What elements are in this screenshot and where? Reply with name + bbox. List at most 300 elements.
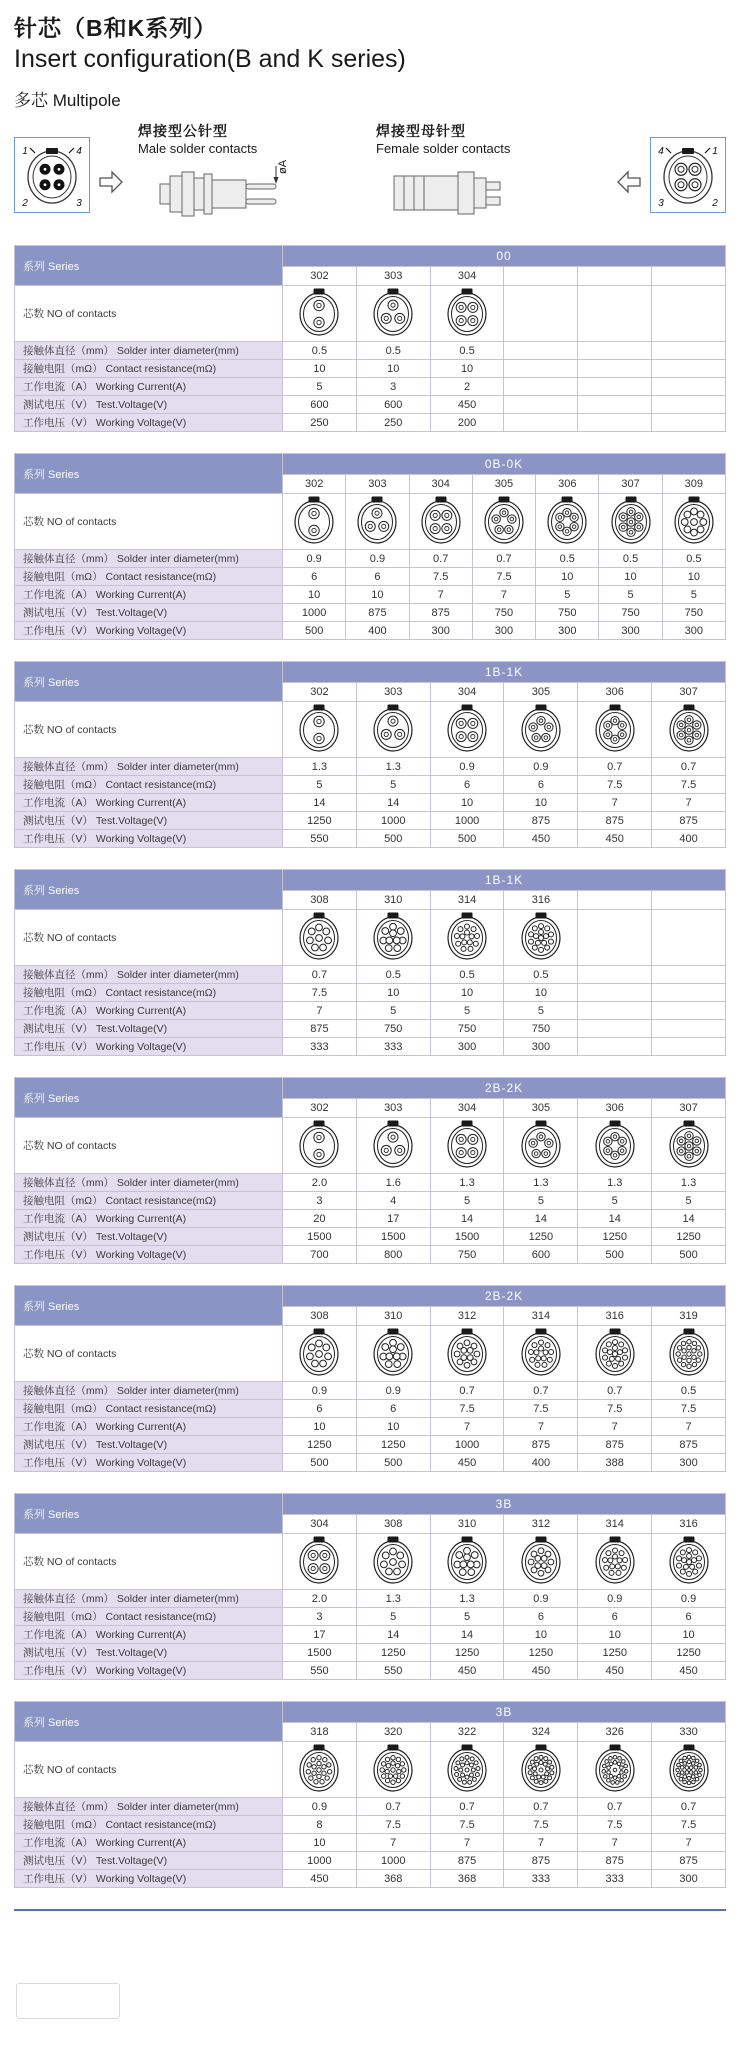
contact-face-cell: [356, 1326, 430, 1382]
diameter-value: 1.3: [578, 1174, 652, 1192]
contact-face-2-pin: [292, 495, 336, 545]
working-current-value: 10: [346, 586, 409, 604]
model-number: 314: [430, 891, 504, 910]
working-current-value: 14: [504, 1210, 578, 1228]
spec-table-2b-2k-5: [14, 1077, 726, 1264]
model-number: 326: [578, 1723, 652, 1742]
test-voltage-value: 750: [356, 1020, 430, 1038]
test-voltage-value: 1250: [504, 1644, 578, 1662]
contact-face-cell: [578, 1534, 652, 1590]
model-number: 304: [409, 475, 472, 494]
working-voltage-value: 300: [472, 622, 535, 640]
contact-face-cell: [430, 1534, 504, 1590]
resistance-value: 10: [599, 568, 662, 586]
contact-face-4-pin: [445, 703, 489, 753]
test-voltage-value: 1500: [356, 1228, 430, 1246]
series-row-label: 系列 Series: [15, 662, 283, 702]
contact-face-cell: [430, 1118, 504, 1174]
contact-face-10-pin: [371, 1327, 415, 1377]
working-current-value: 7: [504, 1834, 578, 1852]
series-name: 2B-2K: [283, 1286, 726, 1307]
resistance-row-label: 接触电阻（mΩ） Contact resistance(mΩ): [15, 776, 283, 794]
contact-face-3-pin: [371, 1119, 415, 1169]
model-number: 304: [430, 1099, 504, 1118]
contact-face-cell: [536, 494, 599, 550]
working-voltage-value: 250: [283, 414, 357, 432]
model-number: 309: [662, 475, 725, 494]
diameter-value: 0.5: [599, 550, 662, 568]
working-current-value: 14: [283, 794, 357, 812]
dim-label-oa: øA: [277, 159, 289, 174]
model-number: 302: [283, 1099, 357, 1118]
contacts-row-label: 芯数 NO of contacts: [15, 286, 283, 342]
empty-cell: [652, 1002, 726, 1020]
diameter-value: 0.5: [504, 966, 578, 984]
model-number: 310: [430, 1515, 504, 1534]
working-voltage-value: 500: [283, 622, 346, 640]
diameter-value: 0.7: [652, 1798, 726, 1816]
working-current-value: 7: [652, 1834, 726, 1852]
contact-face-9-pin: [672, 495, 716, 545]
svg-text:4: 4: [76, 146, 82, 157]
contact-face-2-pin: [297, 1119, 341, 1169]
diameter-row-label: 接触体直径（mm） Solder inter diameter(mm): [15, 342, 283, 360]
working-voltage-value: 750: [430, 1246, 504, 1264]
empty-cell: [504, 414, 578, 432]
contact-face-cell: [472, 494, 535, 550]
test-voltage-value: 875: [346, 604, 409, 622]
working-current-value: 2: [430, 378, 504, 396]
contact-face-cell: [356, 1534, 430, 1590]
working-voltage-value: 550: [356, 1662, 430, 1680]
empty-cell: [652, 396, 726, 414]
working-voltage-value: 368: [430, 1870, 504, 1888]
working-current-value: 5: [430, 1002, 504, 1020]
working-voltage-value: 450: [430, 1454, 504, 1472]
contact-face-cell: [430, 1326, 504, 1382]
resistance-value: 6: [283, 568, 346, 586]
female-connector-drawing: [376, 158, 602, 229]
contact-face-cell: [283, 286, 357, 342]
test-voltage-row-label: 测试电压（V） Test.Voltage(V): [15, 1644, 283, 1662]
test-voltage-value: 875: [504, 1436, 578, 1454]
contact-face-cell: [356, 1118, 430, 1174]
model-number: 324: [504, 1723, 578, 1742]
test-voltage-value: 1000: [430, 812, 504, 830]
resistance-value: 7.5: [652, 1816, 726, 1834]
resistance-value: 10: [283, 360, 357, 378]
contact-face-cell: [283, 1118, 357, 1174]
diameter-value: 0.9: [346, 550, 409, 568]
empty-cell: [504, 396, 578, 414]
resistance-value: 10: [356, 360, 430, 378]
empty-cell: [652, 966, 726, 984]
working-voltage-value: 200: [430, 414, 504, 432]
test-voltage-value: 1250: [652, 1228, 726, 1246]
series-name: 1B-1K: [283, 662, 726, 683]
diameter-value: 1.3: [356, 758, 430, 776]
working-current-value: 10: [504, 794, 578, 812]
model-number: 303: [346, 475, 409, 494]
diameter-value: 0.9: [504, 758, 578, 776]
contact-face-6-pin: [545, 495, 589, 545]
contact-face-cell: [283, 1742, 357, 1798]
resistance-value: 4: [356, 1192, 430, 1210]
contact-face-cell: [652, 1534, 726, 1590]
working-current-value: 14: [578, 1210, 652, 1228]
resistance-value: 8: [283, 1816, 357, 1834]
working-current-value: 7: [409, 586, 472, 604]
male-face-icon: [18, 140, 86, 210]
contact-face-16-pin: [667, 1535, 711, 1585]
diameter-value: 1.3: [356, 1590, 430, 1608]
diameter-row-label: 接触体直径（mm） Solder inter diameter(mm): [15, 1174, 283, 1192]
resistance-value: 6: [346, 568, 409, 586]
empty-cell: [578, 286, 652, 342]
test-voltage-value: 875: [652, 812, 726, 830]
series-name: 0B-0K: [283, 454, 726, 475]
test-voltage-value: 875: [283, 1020, 357, 1038]
resistance-value: 7.5: [652, 1400, 726, 1418]
resistance-value: 7.5: [409, 568, 472, 586]
model-number: 304: [430, 683, 504, 702]
spec-table-3b-7: [14, 1493, 726, 1680]
resistance-value: 5: [430, 1192, 504, 1210]
test-voltage-value: 750: [599, 604, 662, 622]
test-voltage-value: 600: [283, 396, 357, 414]
model-number: 303: [356, 1099, 430, 1118]
contact-face-7-pin: [609, 495, 653, 545]
model-number: 302: [283, 683, 357, 702]
series-name: 3B: [283, 1494, 726, 1515]
diameter-value: 0.5: [662, 550, 725, 568]
working-current-value: 10: [356, 1418, 430, 1436]
working-voltage-value: 450: [652, 1662, 726, 1680]
contact-face-5-pin: [519, 703, 563, 753]
working-voltage-value: 368: [356, 1870, 430, 1888]
working-current-value: 10: [430, 794, 504, 812]
working-voltage-row-label: 工作电压（V） Working Voltage(V): [15, 1662, 283, 1680]
empty-cell: [578, 378, 652, 396]
diameter-value: 0.7: [430, 1382, 504, 1400]
working-current-row-label: 工作电流（A） Working Current(A): [15, 378, 283, 396]
working-current-value: 14: [430, 1210, 504, 1228]
series-name: 2B-2K: [283, 1078, 726, 1099]
test-voltage-value: 1500: [283, 1644, 357, 1662]
resistance-value: 7.5: [430, 1816, 504, 1834]
model-number: 312: [430, 1307, 504, 1326]
test-voltage-value: 1250: [504, 1228, 578, 1246]
model-number: 308: [283, 891, 357, 910]
contact-face-16-pin: [593, 1327, 637, 1377]
diameter-row-label: 接触体直径（mm） Solder inter diameter(mm): [15, 1798, 283, 1816]
spec-table-1b-1k-3: [14, 661, 726, 848]
empty-cell: [652, 891, 726, 910]
working-voltage-value: 500: [430, 830, 504, 848]
test-voltage-value: 750: [504, 1020, 578, 1038]
working-voltage-value: 333: [578, 1870, 652, 1888]
series-row-label: 系列 Series: [15, 454, 283, 494]
male-insert-face-diagram: [14, 137, 90, 213]
working-current-value: 5: [504, 1002, 578, 1020]
diameter-value: 0.5: [283, 342, 357, 360]
contacts-row-label: 芯数 NO of contacts: [15, 1326, 283, 1382]
working-current-value: 5: [599, 586, 662, 604]
contact-face-cell: [504, 1326, 578, 1382]
diameter-value: 0.9: [283, 1798, 357, 1816]
series-row-label: 系列 Series: [15, 870, 283, 910]
test-voltage-value: 1250: [578, 1228, 652, 1246]
working-current-value: 7: [430, 1418, 504, 1436]
test-voltage-row-label: 测试电压（V） Test.Voltage(V): [15, 1852, 283, 1870]
resistance-value: 10: [662, 568, 725, 586]
test-voltage-value: 1500: [283, 1228, 357, 1246]
test-voltage-value: 1000: [356, 1852, 430, 1870]
contact-face-2-pin: [297, 703, 341, 753]
working-voltage-row-label: 工作电压（V） Working Voltage(V): [15, 414, 283, 432]
series-name: 3B: [283, 1702, 726, 1723]
contacts-row-label: 芯数 NO of contacts: [15, 910, 283, 966]
contacts-row-label: 芯数 NO of contacts: [15, 1742, 283, 1798]
working-current-row-label: 工作电流（A） Working Current(A): [15, 794, 283, 812]
contact-face-8-pin: [297, 911, 341, 961]
resistance-value: 7.5: [356, 1816, 430, 1834]
male-connector-drawing: [138, 158, 364, 229]
diameter-value: 0.7: [430, 1798, 504, 1816]
svg-text:1: 1: [712, 146, 718, 157]
diameter-value: 0.7: [578, 758, 652, 776]
resistance-value: 5: [504, 1192, 578, 1210]
diameter-value: 0.5: [536, 550, 599, 568]
working-voltage-value: 500: [356, 830, 430, 848]
contact-face-10-pin: [445, 1535, 489, 1585]
contacts-row-label: 芯数 NO of contacts: [15, 1534, 283, 1590]
test-voltage-value: 1250: [356, 1644, 430, 1662]
resistance-value: 10: [356, 984, 430, 1002]
contact-face-cell: [578, 702, 652, 758]
working-current-value: 10: [283, 1834, 357, 1852]
working-current-value: 14: [652, 1210, 726, 1228]
contact-face-cell: [662, 494, 725, 550]
working-current-row-label: 工作电流（A） Working Current(A): [15, 1834, 283, 1852]
empty-cell: [652, 1020, 726, 1038]
contact-face-cell: [578, 1118, 652, 1174]
footer-stamp-box: [16, 1983, 120, 2019]
working-current-value: 7: [504, 1418, 578, 1436]
empty-cell: [504, 360, 578, 378]
test-voltage-value: 750: [472, 604, 535, 622]
working-current-value: 20: [283, 1210, 357, 1228]
test-voltage-row-label: 测试电压（V） Test.Voltage(V): [15, 812, 283, 830]
contact-face-cell: [409, 494, 472, 550]
contact-face-cell: [283, 910, 357, 966]
model-number: 320: [356, 1723, 430, 1742]
series-row-label: 系列 Series: [15, 1494, 283, 1534]
model-number: 305: [504, 683, 578, 702]
series-row-label: 系列 Series: [15, 1078, 283, 1118]
contact-face-6-pin: [593, 703, 637, 753]
resistance-value: 3: [283, 1192, 357, 1210]
empty-cell: [652, 414, 726, 432]
test-voltage-value: 750: [430, 1020, 504, 1038]
working-voltage-value: 450: [578, 830, 652, 848]
working-voltage-row-label: 工作电压（V） Working Voltage(V): [15, 1246, 283, 1264]
diameter-value: 0.9: [430, 758, 504, 776]
model-number: 318: [283, 1723, 357, 1742]
working-voltage-value: 450: [504, 830, 578, 848]
model-number: 322: [430, 1723, 504, 1742]
test-voltage-value: 1000: [356, 812, 430, 830]
empty-cell: [652, 378, 726, 396]
contact-face-19-pin: [667, 1327, 711, 1377]
empty-cell: [652, 910, 726, 966]
contact-face-cell: [430, 286, 504, 342]
working-current-value: 14: [356, 794, 430, 812]
working-current-value: 7: [578, 1834, 652, 1852]
contact-face-24-pin: [519, 1743, 563, 1793]
test-voltage-value: 1250: [283, 812, 357, 830]
contact-face-4-pin: [419, 495, 463, 545]
contact-face-7-pin: [667, 703, 711, 753]
diameter-value: 2.0: [283, 1174, 357, 1192]
test-voltage-value: 1250: [356, 1436, 430, 1454]
empty-cell: [652, 360, 726, 378]
diameter-row-label: 接触体直径（mm） Solder inter diameter(mm): [15, 550, 283, 568]
resistance-value: 7.5: [430, 1400, 504, 1418]
series-row-label: 系列 Series: [15, 1702, 283, 1742]
working-voltage-value: 500: [578, 1246, 652, 1264]
diameter-value: 1.3: [652, 1174, 726, 1192]
contacts-row-label: 芯数 NO of contacts: [15, 702, 283, 758]
working-voltage-row-label: 工作电压（V） Working Voltage(V): [15, 1870, 283, 1888]
working-voltage-value: 450: [578, 1662, 652, 1680]
series-name: 1B-1K: [283, 870, 726, 891]
contact-face-cell: [430, 702, 504, 758]
test-voltage-value: 1250: [430, 1644, 504, 1662]
page-title-zh: 针芯（B和K系列）: [14, 15, 218, 41]
resistance-value: 5: [356, 1608, 430, 1626]
contact-face-cell: [430, 910, 504, 966]
contact-face-cell: [652, 1118, 726, 1174]
test-voltage-value: 600: [356, 396, 430, 414]
contact-face-cell: [283, 1326, 357, 1382]
contact-face-4-pin: [445, 287, 489, 337]
resistance-row-label: 接触电阻（mΩ） Contact resistance(mΩ): [15, 1608, 283, 1626]
empty-cell: [504, 378, 578, 396]
contact-face-cell: [578, 1326, 652, 1382]
model-number: 302: [283, 475, 346, 494]
test-voltage-value: 875: [504, 812, 578, 830]
series-row-label: 系列 Series: [15, 1286, 283, 1326]
contact-face-3-pin: [371, 287, 415, 337]
empty-cell: [578, 910, 652, 966]
test-voltage-value: 875: [652, 1436, 726, 1454]
working-voltage-value: 300: [662, 622, 725, 640]
contact-face-cell: [356, 286, 430, 342]
contact-face-cell: [504, 702, 578, 758]
contact-face-cell: [356, 1742, 430, 1798]
contacts-row-label: 芯数 NO of contacts: [15, 494, 283, 550]
empty-cell: [578, 414, 652, 432]
empty-cell: [578, 1038, 652, 1056]
contact-face-6-pin: [593, 1119, 637, 1169]
contact-face-8-pin: [297, 1327, 341, 1377]
diameter-row-label: 接触体直径（mm） Solder inter diameter(mm): [15, 966, 283, 984]
resistance-value: 6: [430, 776, 504, 794]
contact-face-cell: [504, 1534, 578, 1590]
diameter-value: 0.7: [356, 1798, 430, 1816]
contact-face-3-pin: [355, 495, 399, 545]
resistance-row-label: 接触电阻（mΩ） Contact resistance(mΩ): [15, 568, 283, 586]
working-current-row-label: 工作电流（A） Working Current(A): [15, 1626, 283, 1644]
male-label-en: Male solder contacts: [138, 141, 258, 156]
contact-face-20-pin: [371, 1743, 415, 1793]
contact-face-cell: [283, 494, 346, 550]
working-current-value: 10: [652, 1626, 726, 1644]
resistance-value: 7.5: [504, 1816, 578, 1834]
model-number: 308: [283, 1307, 357, 1326]
svg-text:2: 2: [22, 198, 28, 209]
svg-text:1: 1: [22, 146, 28, 157]
test-voltage-value: 1000: [283, 1852, 357, 1870]
working-current-value: 7: [472, 586, 535, 604]
model-number: 319: [652, 1307, 726, 1326]
contact-face-cell: [599, 494, 662, 550]
empty-cell: [652, 984, 726, 1002]
resistance-value: 5: [578, 1192, 652, 1210]
contact-face-16-pin: [519, 911, 563, 961]
contact-face-18-pin: [297, 1743, 341, 1793]
working-voltage-value: 333: [283, 1038, 357, 1056]
diameter-value: 0.5: [430, 342, 504, 360]
diameter-value: 0.5: [430, 966, 504, 984]
contact-face-cell: [504, 910, 578, 966]
spec-table-0b-0k-2: [14, 453, 726, 640]
spec-table-3b-8: [14, 1701, 726, 1888]
resistance-value: 6: [283, 1400, 357, 1418]
diameter-row-label: 接触体直径（mm） Solder inter diameter(mm): [15, 758, 283, 776]
resistance-row-label: 接触电阻（mΩ） Contact resistance(mΩ): [15, 1192, 283, 1210]
resistance-value: 7.5: [652, 776, 726, 794]
contact-face-cell: [652, 702, 726, 758]
female-label-en: Female solder contacts: [376, 141, 511, 156]
empty-cell: [578, 342, 652, 360]
female-label-zh: 焊接型母针型: [376, 123, 466, 139]
resistance-row-label: 接触电阻（mΩ） Contact resistance(mΩ): [15, 360, 283, 378]
working-voltage-value: 500: [283, 1454, 357, 1472]
diameter-value: 0.7: [283, 966, 357, 984]
empty-cell: [578, 984, 652, 1002]
working-voltage-value: 333: [356, 1038, 430, 1056]
arrow-right-icon: [98, 169, 124, 200]
resistance-value: 6: [652, 1608, 726, 1626]
working-current-value: 14: [356, 1626, 430, 1644]
diameter-value: 0.5: [356, 342, 430, 360]
svg-text:4: 4: [658, 146, 664, 157]
working-voltage-value: 600: [504, 1246, 578, 1264]
diameter-value: 1.3: [430, 1174, 504, 1192]
diameter-value: 0.9: [652, 1590, 726, 1608]
resistance-value: 7.5: [578, 1816, 652, 1834]
model-number: 310: [356, 1307, 430, 1326]
working-current-value: 5: [662, 586, 725, 604]
working-current-value: 7: [356, 1834, 430, 1852]
contact-face-cell: [283, 702, 357, 758]
model-number: 303: [356, 683, 430, 702]
empty-cell: [652, 286, 726, 342]
working-current-value: 7: [430, 1834, 504, 1852]
series-row-label: 系列 Series: [15, 246, 283, 286]
